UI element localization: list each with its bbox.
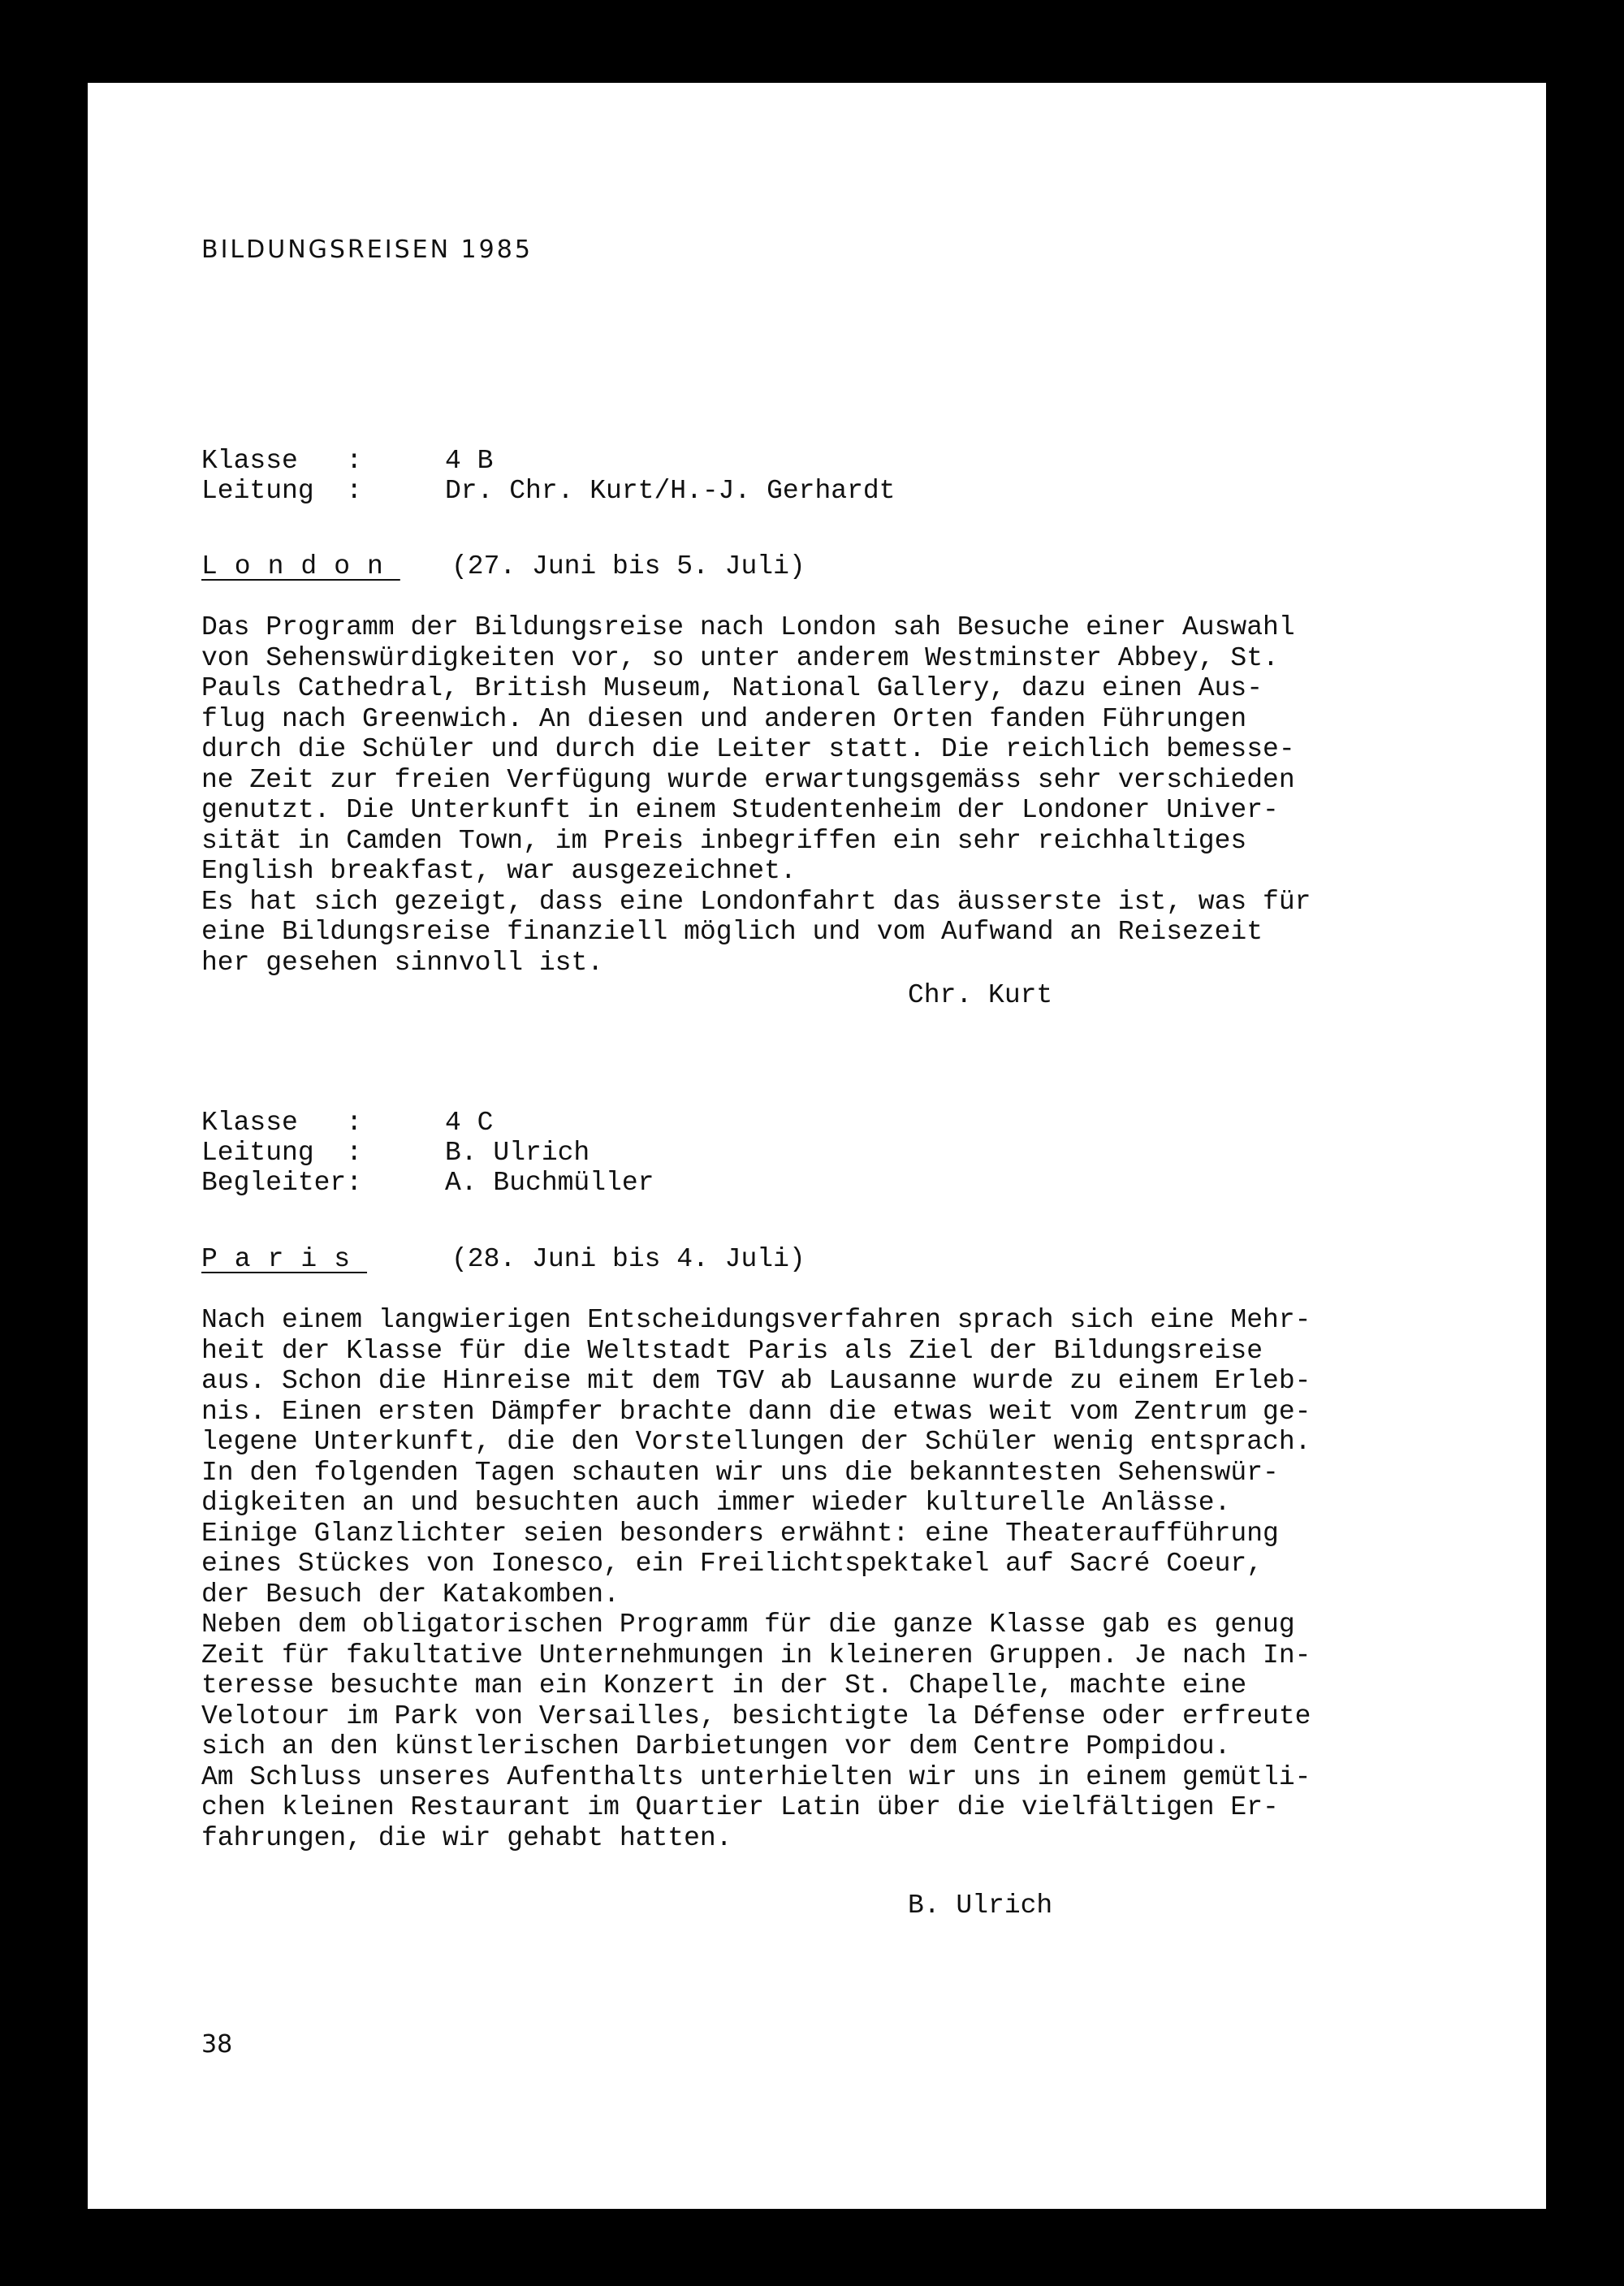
text-line: eine Bildungsreise finanziell möglich und vom Aufwand an Reisezeit xyxy=(201,917,1263,947)
text-line: legene Unterkunft, die den Vorstellungen der Schüler wenig entsprach. xyxy=(201,1427,1311,1457)
text-line: digkeiten an und besuchten auch immer wieder kulturelle Anlässe. xyxy=(201,1488,1231,1518)
london-signature: Chr. Kurt xyxy=(908,980,1053,1010)
london-section-title xyxy=(201,551,806,581)
paris-signature: B. Ulrich xyxy=(908,1891,1053,1921)
city-name: London xyxy=(201,551,400,581)
text-line: chen kleinen Restaurant im Quartier Latin über die vielfältigen Er- xyxy=(201,1792,1279,1822)
text-line: her gesehen sinnvoll ist. xyxy=(201,947,604,978)
text-line: sich an den künstlerischen Darbietungen vor dem Centre Pompidou. xyxy=(201,1731,1231,1761)
text-line: In den folgenden Tagen schauten wir uns die bekanntesten Sehenswür- xyxy=(201,1457,1279,1488)
text-line: English breakfast, war ausgezeichnet. xyxy=(201,856,797,886)
text-line: fahrungen, die wir gehabt hatten. xyxy=(201,1822,732,1853)
text-line: der Besuch der Katakomben. xyxy=(201,1579,620,1610)
text-line: heit der Klasse für die Weltstadt Paris als Ziel der Bildungsreise xyxy=(201,1335,1263,1366)
city-name: Paris xyxy=(201,1244,368,1274)
text-line: Neben dem obligatorischen Programm für die ganze Klasse gab es genug xyxy=(201,1610,1295,1640)
meta-label: Leitung : xyxy=(201,476,363,506)
meta-value: A. Buchmüller xyxy=(445,1168,654,1198)
text-line: Nach einem langwierigen Entscheidungsverfahren sprach sich eine Mehr- xyxy=(201,1305,1311,1335)
text-line: sität in Camden Town, im Preis inbegriffen ein sehr reichhaltiges xyxy=(201,825,1247,856)
meta-value: 4 C xyxy=(445,1108,494,1138)
text-line: aus. Schon die Hinreise mit dem TGV ab Lausanne wurde zu einem Erleb- xyxy=(201,1366,1311,1396)
paris-section-title xyxy=(201,1244,806,1274)
meta-value: B. Ulrich xyxy=(445,1138,590,1168)
text-line: Zeit für fakultative Unternehmungen in kleineren Gruppen. Je nach In- xyxy=(201,1640,1311,1670)
text-line: Velotour im Park von Versailles, besichtigte la Défense oder erfreute xyxy=(201,1700,1311,1731)
text-line: von Sehenswürdigkeiten vor, so unter anderem Westminster Abbey, St. xyxy=(201,642,1279,673)
trip-dates: (28. Juni bis 4. Juli) xyxy=(451,1244,806,1274)
text-line: eines Stückes von Ionesco, ein Freilichtspektakel auf Sacré Coeur, xyxy=(201,1549,1263,1579)
meta-value: 4 B xyxy=(445,446,494,476)
meta-label: Leitung : xyxy=(201,1138,363,1168)
text-line: Einige Glanzlichter seien besonders erwähnt: eine Theateraufführung xyxy=(201,1518,1279,1549)
text-line: Pauls Cathedral, British Museum, National Gallery, dazu einen Aus- xyxy=(201,673,1263,703)
meta-value: Dr. Chr. Kurt/H.-J. Gerhardt xyxy=(445,476,896,506)
london-report xyxy=(201,612,1533,978)
page-heading: BILDUNGSREISEN 1985 xyxy=(201,236,533,264)
text-line: ne Zeit zur freien Verfügung wurde erwartungsgemäss sehr verschieden xyxy=(201,764,1295,795)
paris-report xyxy=(201,1305,1533,1853)
text-line: flug nach Greenwich. An diesen und anderen Orten fanden Führungen xyxy=(201,703,1247,734)
meta-label: Klasse : xyxy=(201,446,363,476)
text-line: teresse besuchte man ein Konzert in der St. Chapelle, machte eine xyxy=(201,1670,1247,1700)
trip-dates: (27. Juni bis 5. Juli) xyxy=(451,551,806,581)
page-number: 38 xyxy=(201,2030,233,2059)
text-line: Am Schluss unseres Aufenthalts unterhielten wir uns in einem gemütli- xyxy=(201,1761,1311,1792)
meta-label: Begleiter: xyxy=(201,1168,363,1198)
meta-label: Klasse : xyxy=(201,1108,363,1138)
text-line: durch die Schüler und durch die Leiter statt. Die reichlich bemesse- xyxy=(201,734,1295,764)
text-line: Das Programm der Bildungsreise nach London sah Besuche einer Auswahl xyxy=(201,612,1295,642)
text-line: genutzt. Die Unterkunft in einem Studentenheim der Londoner Univer- xyxy=(201,795,1279,825)
text-line: nis. Einen ersten Dämpfer brachte dann die etwas weit vom Zentrum ge- xyxy=(201,1396,1311,1427)
document-page xyxy=(88,83,1546,2209)
text-line: Es hat sich gezeigt, dass eine Londonfahrt das äusserste ist, was für xyxy=(201,886,1311,917)
